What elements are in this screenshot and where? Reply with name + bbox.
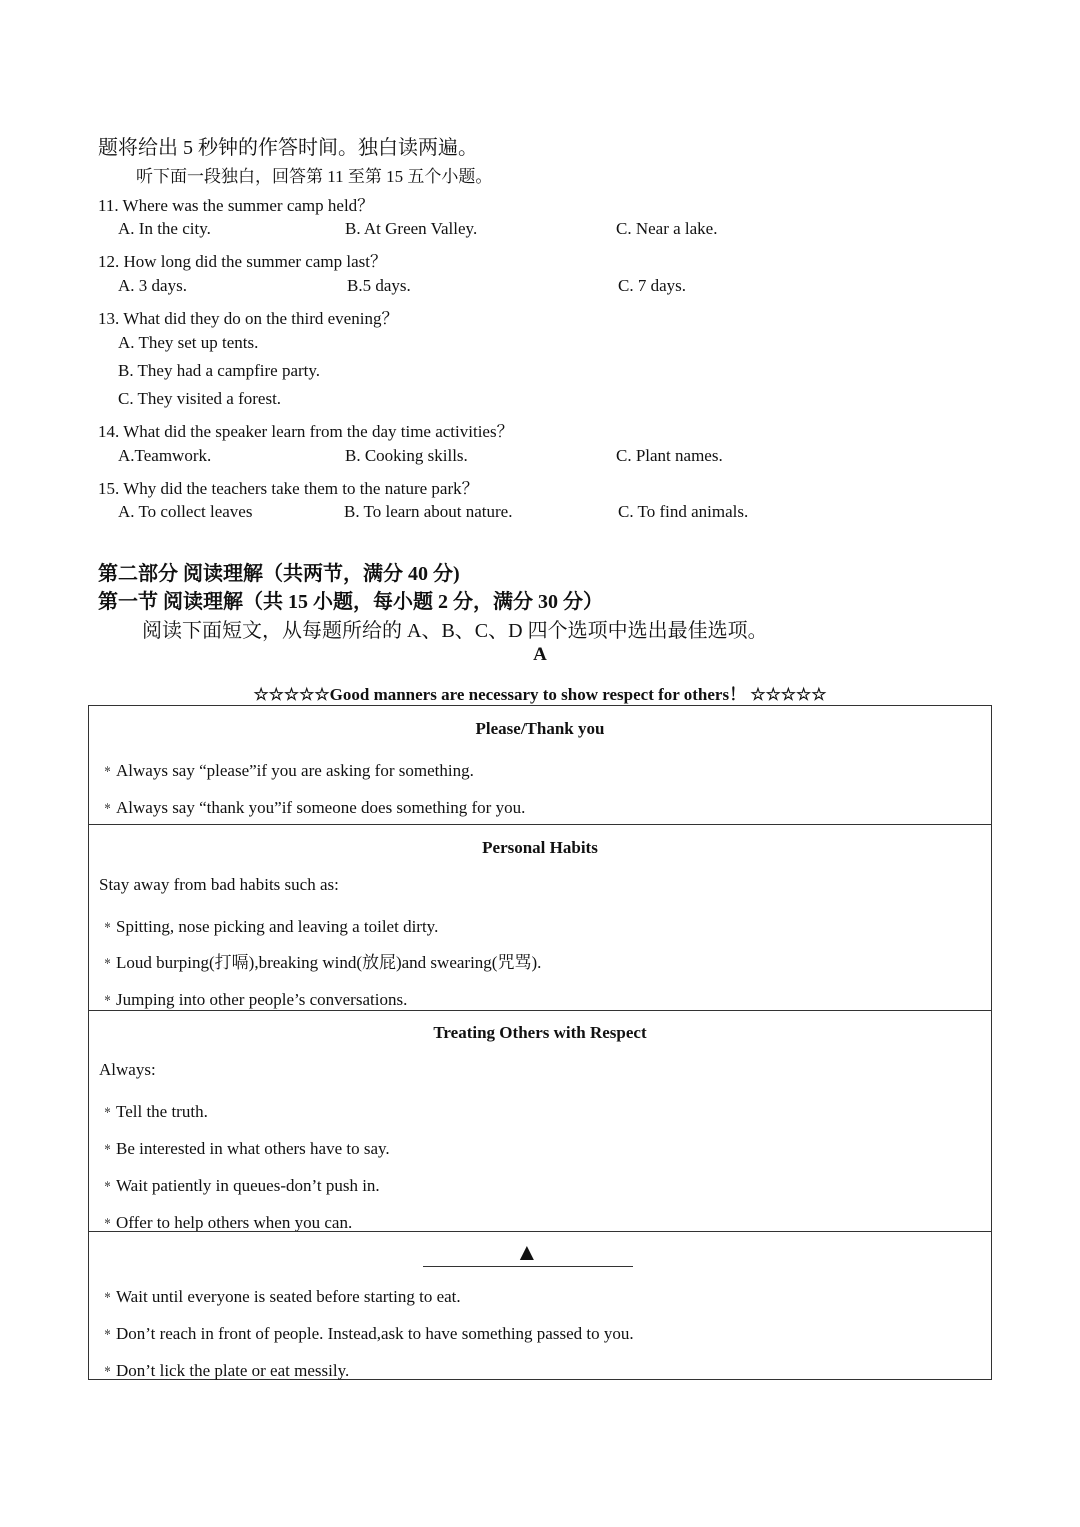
q14-option-b: B. Cooking skills.	[345, 446, 468, 465]
table-divider	[89, 824, 991, 825]
table-line: Stay away from bad habits such as:	[99, 875, 339, 894]
q12-option-b: B.5 days.	[347, 276, 411, 295]
table-divider	[89, 1231, 991, 1232]
section1-heading: 第一节 阅读理解（共 15 小题，每小题 2 分，满分 30 分）	[98, 591, 603, 613]
section-title-treating-others: Treating Others with Respect	[433, 1023, 647, 1042]
q11-option-b: B. At Green Valley.	[345, 219, 478, 238]
manners-table	[88, 705, 992, 1380]
table-line: ﹡Offer to help others when you can.	[99, 1213, 353, 1232]
table-line: ﹡Wait patiently in queues-don’t push in.	[99, 1176, 380, 1195]
passage-banner: ☆☆☆☆☆Good manners are necessary to show respect for others！ ☆☆☆☆☆	[253, 685, 827, 704]
table-line: ﹡Don’t reach in front of people. Instead,ask to have something passed to you.	[99, 1324, 634, 1343]
question-15: 15. Why did the teachers take them to the nature park？	[98, 479, 479, 498]
q14-option-c: C. Plant names.	[616, 446, 723, 465]
question-14: 14. What did the speaker learn from the day time activities？	[98, 422, 514, 441]
q15-option-b: B. To learn about nature.	[344, 502, 513, 521]
reading-instruction: 阅读下面短文，从每题所给的 A、B、C、D 四个选项中选出最佳选项。	[142, 620, 768, 642]
q14-option-a: A.Teamwork.	[118, 446, 212, 465]
q15-option-a: A. To collect leaves	[118, 502, 253, 521]
table-line: ﹡Loud burping(打嗝),breaking wind(放屁)and swearing(咒骂).	[99, 953, 542, 972]
passage-letter: A	[533, 644, 547, 665]
table-line: Always:	[99, 1060, 156, 1079]
q12-option-a: A. 3 days.	[118, 276, 187, 295]
triangle-marker-icon: ▲	[515, 1240, 539, 1266]
section-title-please-thank-you: Please/Thank you	[475, 719, 605, 738]
q12-option-c: C. 7 days.	[618, 276, 686, 295]
section-title-personal-habits: Personal Habits	[482, 838, 598, 857]
q13-option-c: C. They visited a forest.	[118, 389, 282, 408]
q11-option-c: C. Near a lake.	[616, 219, 718, 238]
intro-line: 题将给出 5 秒钟的作答时间。独白读两遍。	[98, 137, 478, 159]
table-divider	[89, 1010, 991, 1011]
part2-heading: 第二部分 阅读理解（共两节，满分 40 分)	[98, 563, 460, 585]
q13-option-a: A. They set up tents.	[118, 333, 259, 352]
question-13: 13. What did they do on the third evening？	[98, 309, 399, 328]
table-line: ﹡Always say “thank you”if someone does something for you.	[99, 798, 526, 817]
table-line: ﹡Don’t lick the plate or eat messily.	[99, 1361, 350, 1380]
question-12: 12. How long did the summer camp last？	[98, 252, 387, 271]
table-line: ﹡Tell the truth.	[99, 1102, 208, 1121]
q15-option-c: C. To find animals.	[618, 502, 749, 521]
q13-option-b: B. They had a campfire party.	[118, 361, 321, 380]
table-line: ﹡Be interested in what others have to say.	[99, 1139, 390, 1158]
table-line: ﹡Wait until everyone is seated before starting to eat.	[99, 1287, 461, 1306]
q11-option-a: A. In the city.	[118, 219, 211, 238]
question-11: 11. Where was the summer camp held？	[98, 196, 375, 215]
table-line: ﹡Jumping into other people’s conversations.	[99, 990, 408, 1009]
listening-instruction: 听下面一段独白，回答第 11 至第 15 五个小题。	[136, 167, 493, 186]
table-line: ﹡Always say “please”if you are asking for something.	[99, 761, 474, 780]
table-line: ﹡Spitting, nose picking and leaving a toilet dirty.	[99, 917, 439, 936]
